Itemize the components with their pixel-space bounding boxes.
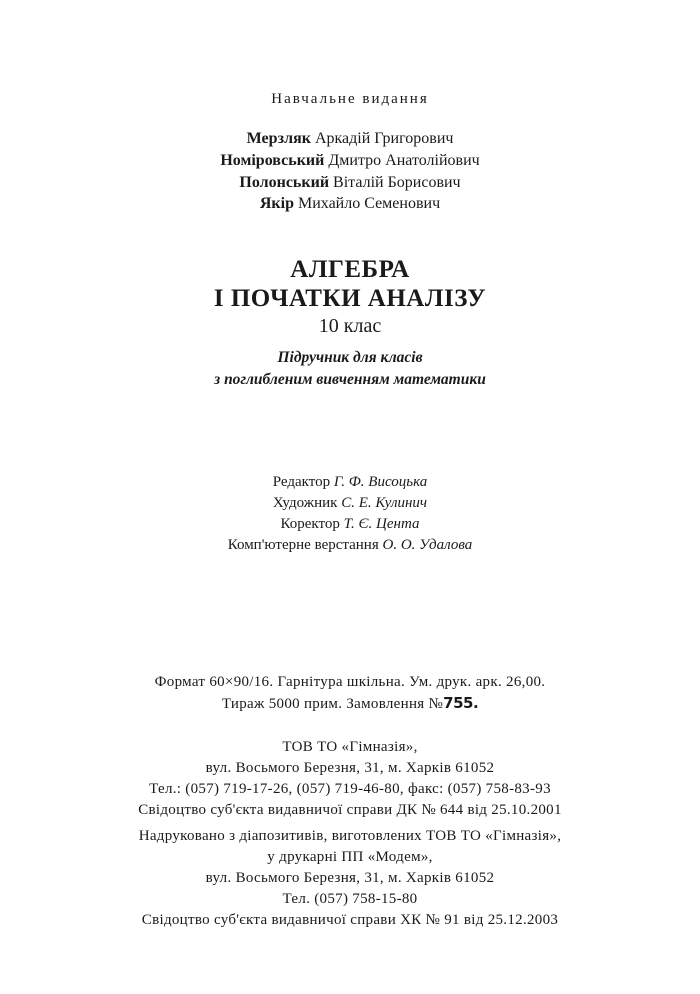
credit-name: Г. Ф. Висоцька — [333, 474, 428, 490]
book-title-line-1: АЛГЕБРА — [290, 256, 410, 283]
printer-line: Свідоцтво суб'єкта видавничої справи ХК № 91 від 25.12.2003 — [141, 912, 559, 928]
publisher-line: ТОВ ТО «Гімназія», — [282, 739, 418, 755]
credit-editor — [0, 473, 700, 491]
publisher-line: вул. Восьмого Березня, 31, м. Харків 61052 — [205, 760, 495, 776]
printer-line: Надруковано з діапозитивів, виготовлених ТОВ ТО «Гімназія», — [138, 828, 562, 844]
printer-line: вул. Восьмого Березня, 31, м. Харків 61052 — [205, 870, 495, 886]
credit-name: О. О. Удалова — [382, 537, 473, 553]
credit-name: С. Е. Кулинич — [341, 495, 428, 511]
author-surname: Мерзляк — [246, 130, 311, 147]
author-3 — [0, 174, 700, 192]
order-number-handwritten: 755 — [443, 694, 473, 712]
author-given-name: Віталій Борисович — [333, 174, 461, 191]
imprint-print-run: Тираж 5000 прим. Замовлення №755. — [221, 694, 479, 712]
credit-layout — [0, 536, 700, 554]
credit-role: Редактор — [272, 474, 331, 490]
book-subtitle-line-1: Підручник для класів — [277, 349, 423, 366]
credit-role: Коректор — [280, 516, 340, 532]
book-grade: 10 клас — [318, 315, 382, 337]
author-given-name: Михайло Семенович — [297, 195, 441, 212]
author-1 — [0, 130, 700, 148]
print-run-label: Тираж 5000 прим. Замовлення № — [221, 696, 444, 712]
printer-line: у друкарні ПП «Модем», — [267, 849, 433, 865]
author-2 — [0, 152, 700, 170]
credit-role: Художник — [272, 495, 338, 511]
author-given-name: Дмитро Анатолійович — [328, 152, 480, 169]
author-4 — [0, 195, 700, 213]
author-surname: Якір — [259, 195, 294, 212]
book-title-line-2: І ПОЧАТКИ АНАЛІЗУ — [213, 285, 487, 312]
credit-role: Комп'ютерне верстання — [227, 537, 379, 553]
book-subtitle-line-2: з поглибленим вивченням математики — [214, 371, 486, 388]
credit-name: Т. Є. Цента — [343, 516, 420, 532]
publisher-line: Свідоцтво суб'єкта видавничої справи ДК № 644 від 25.10.2001 — [138, 802, 562, 818]
edition-type: Навчальне видання — [271, 91, 429, 107]
credit-proofreader — [0, 515, 700, 533]
author-surname: Полонський — [239, 174, 330, 191]
author-given-name: Аркадій Григорович — [314, 130, 454, 147]
publisher-line: Тел.: (057) 719-17-26, (057) 719-46-80, факс: (057) 758-83-93 — [149, 781, 551, 797]
credit-artist — [0, 494, 700, 512]
imprint-format: Формат 60×90/16. Гарнітура шкільна. Ум. друк. арк. 26,00. — [154, 674, 546, 690]
printer-line: Тел. (057) 758-15-80 — [282, 891, 418, 907]
author-surname: Номіровський — [220, 152, 325, 169]
